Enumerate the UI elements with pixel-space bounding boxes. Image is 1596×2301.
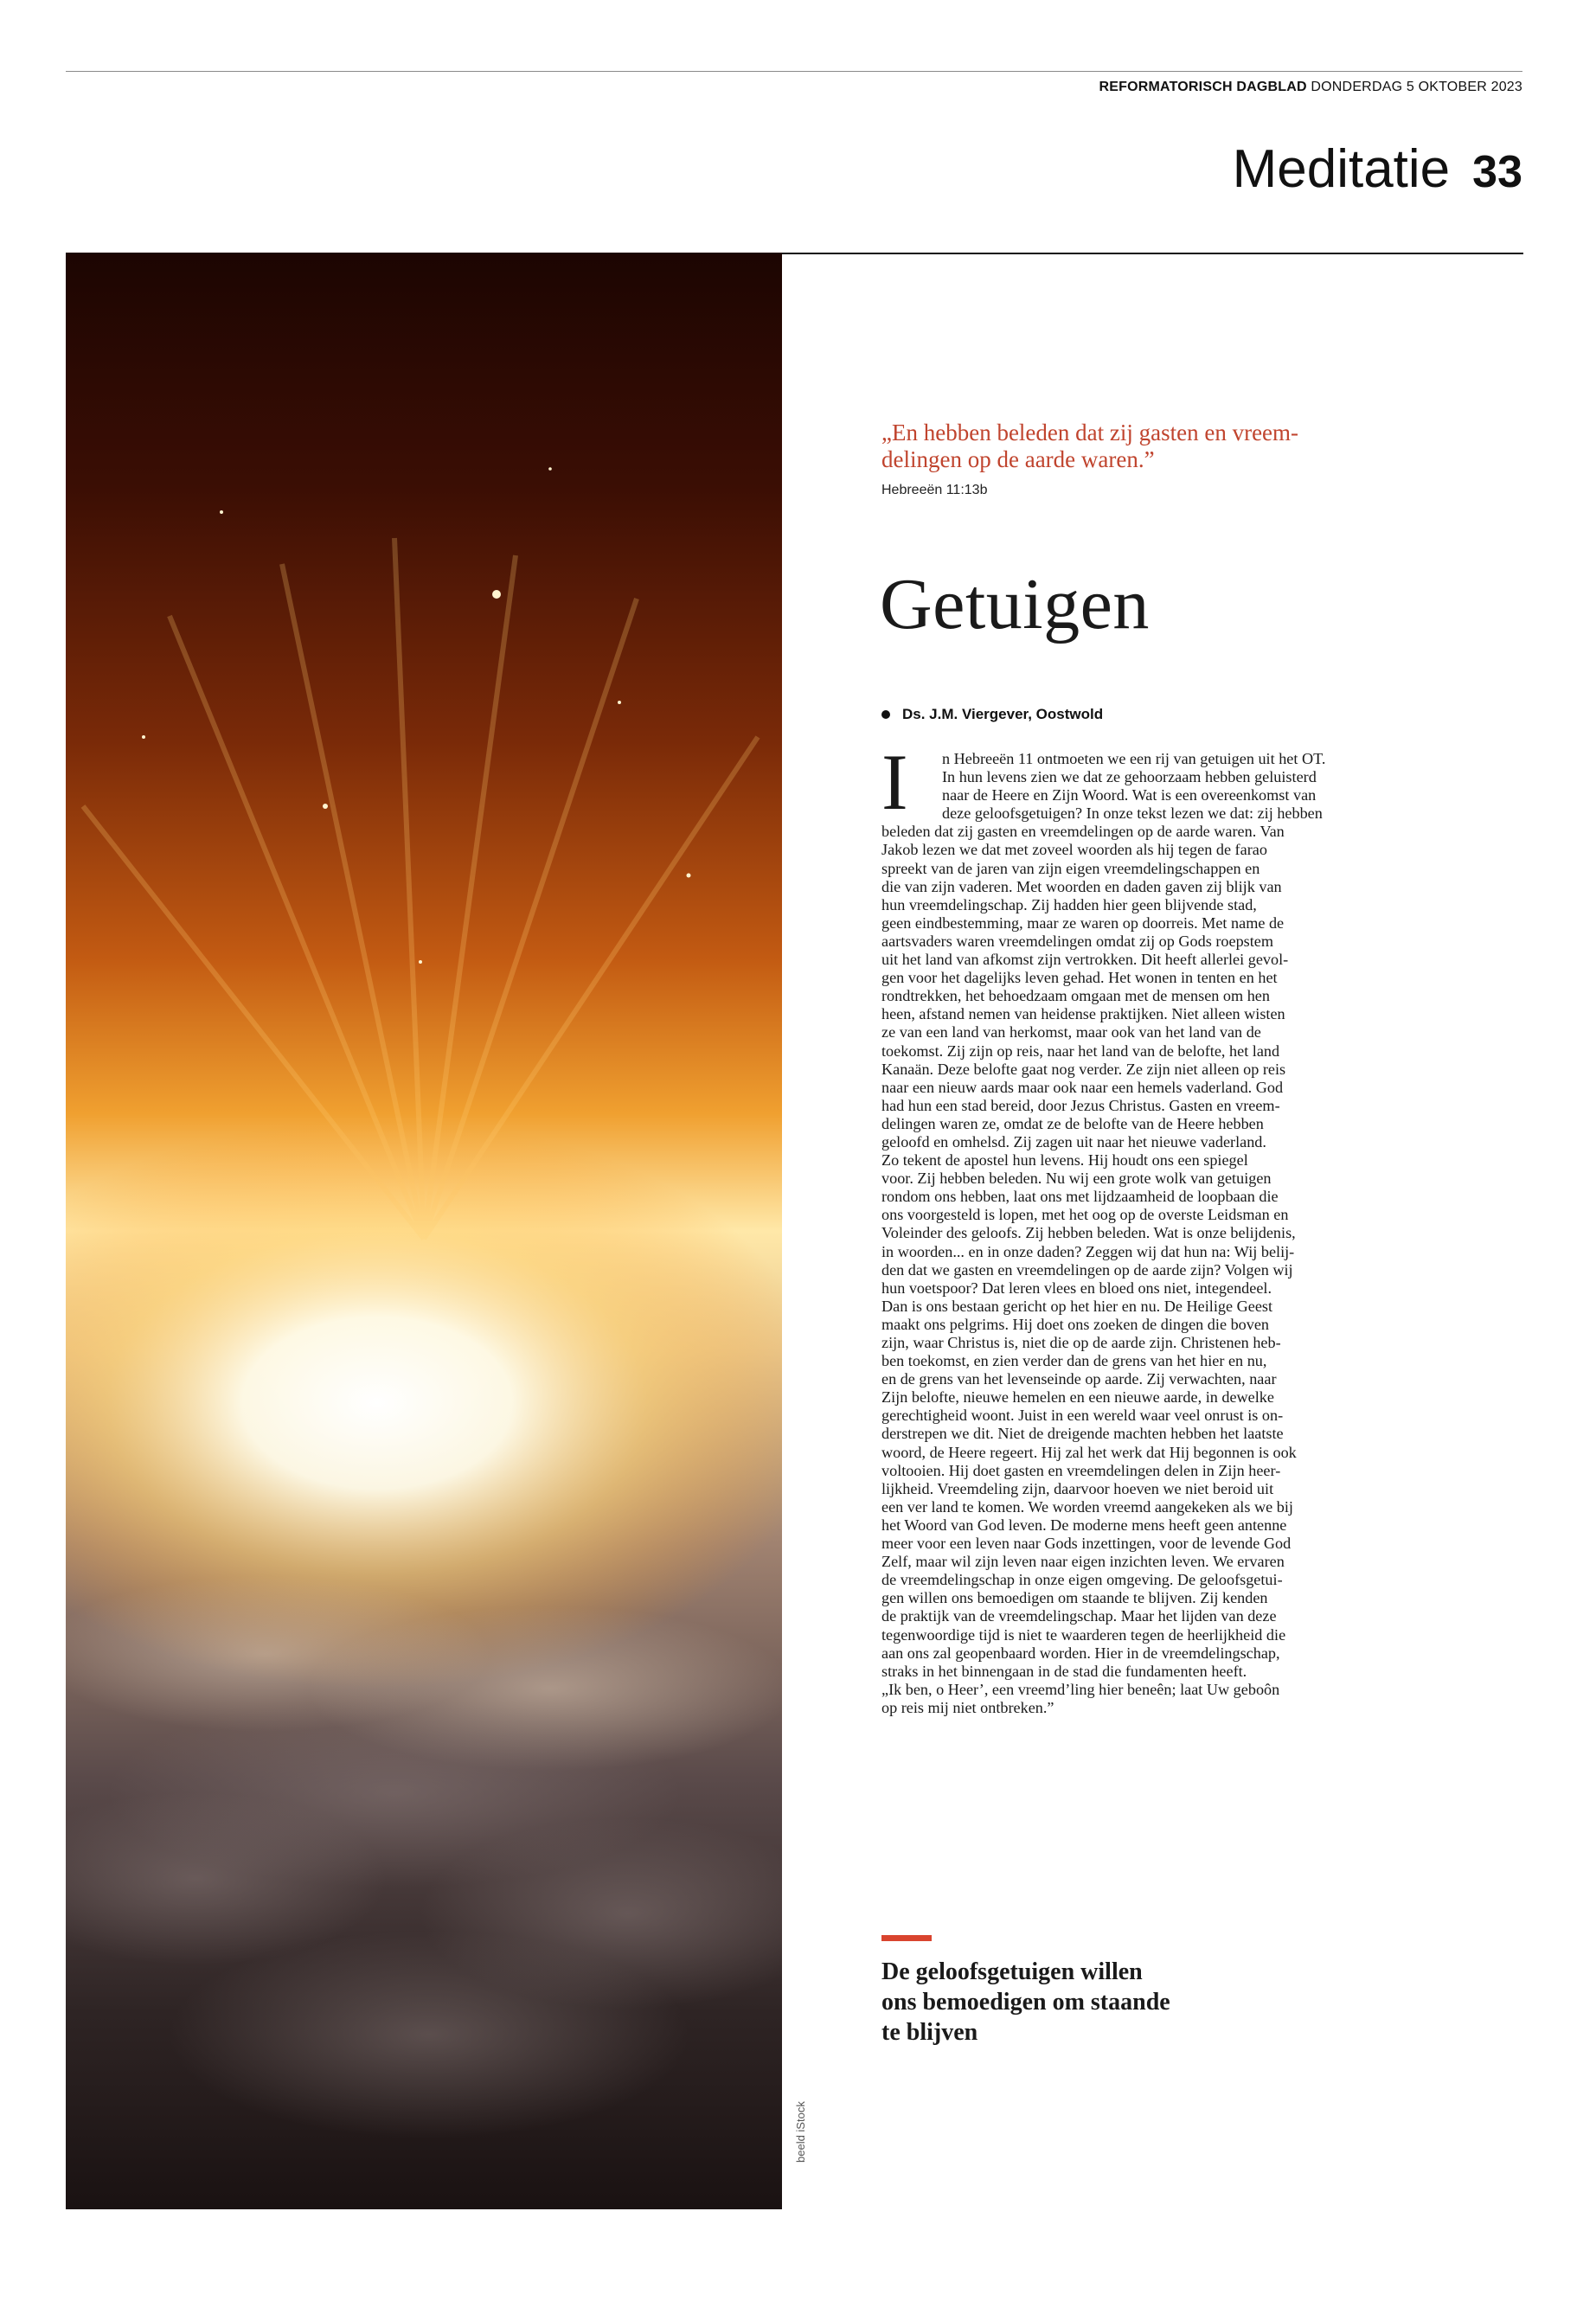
body-line: gen willen ons bemoedigen om staande te blijven. Zij kenden	[881, 1589, 1268, 1607]
drop-cap: I	[881, 738, 908, 826]
body-line: tegenwoordige tijd is niet te waarderen tegen de heerlijkheid die	[881, 1625, 1286, 1644]
author-name: Ds. J.M. Viergever, Oostwold	[902, 706, 1104, 722]
body-line: ben toekomst, en zien verder dan de grens van het hier en nu,	[881, 1352, 1267, 1370]
body-line: Jakob lezen we dat met zoveel woorden als hij tegen de farao	[881, 841, 1267, 859]
body-line: beleden dat zij gasten en vreemdelingen op de aarde waren. Van	[881, 823, 1285, 841]
page-number: 33	[1472, 147, 1522, 197]
body-line: de vreemdelingschap in onze eigen omgeving. De geloofsgetui-	[881, 1571, 1283, 1589]
body-line: naar de Heere en Zijn Woord. Wat is een overeenkomst van	[942, 786, 1317, 804]
body-line: op reis mij niet ontbreken.”	[881, 1698, 1054, 1716]
body-line: geloofd en omhelsd. Zij zagen uit naar het nieuwe vaderland.	[881, 1132, 1266, 1150]
body-line: spreekt van de jaren van zijn eigen vreemdelingschappen en	[881, 859, 1260, 877]
body-line: geen eindbestemming, maar ze waren op doorreis. Met name de	[881, 913, 1285, 932]
body-line: voor. Zij hebben beleden. Nu wij een grote wolk van getuigen	[881, 1170, 1272, 1188]
newspaper-name: REFORMATORISCH DAGBLAD	[1099, 80, 1307, 94]
article-body	[881, 750, 1372, 1717]
body-line: deze geloofsgetuigen? In onze tekst lezen we dat: zij hebben	[942, 804, 1323, 823]
pull-quote-line: ons bemoedigen om staande	[881, 1989, 1170, 2016]
pull-quote-line: te blijven	[881, 2019, 978, 2046]
body-line: In hun levens zien we dat ze gehoorzaam hebben geluisterd	[942, 768, 1317, 786]
body-line: heen, afstand nemen van heidense praktijken. Niet alleen wisten	[881, 1005, 1285, 1023]
masthead	[1099, 80, 1523, 95]
quote-line: delingen op de aarde waren.”	[881, 446, 1155, 472]
byline	[881, 706, 1103, 723]
body-line: meer voor een leven naar Gods inzettingen, voor de levende God	[881, 1535, 1292, 1553]
body-line: aartsvaders waren vreemdelingen omdat zij op Gods roepstem	[881, 932, 1274, 950]
body-line: Zo tekent de apostel hun levens. Hij houdt ons een spiegel	[881, 1151, 1248, 1170]
quote-line: „En hebben beleden dat zij gasten en vreem-	[881, 420, 1299, 445]
body-line: ze van een land van herkomst, maar ook van het land van de	[881, 1023, 1261, 1042]
body-line: toekomst. Zij zijn op reis, naar het land van de belofte, het land	[881, 1042, 1280, 1060]
section-title: Meditatie	[1232, 139, 1451, 199]
body-line: naar een nieuw aards maar ook naar een hemels vaderland. God	[881, 1078, 1284, 1096]
body-line: delingen waren ze, omdat ze de belofte van de Heere hebben	[881, 1114, 1264, 1132]
body-line: een ver land te komen. We worden vreemd aangekeken als we bij	[881, 1497, 1293, 1516]
body-line: hun voetspoor? Dat leren vlees en bloed ons niet, integendeel.	[881, 1279, 1272, 1297]
body-line: woord, de Heere regeert. Hij zal het werk dat Hij begonnen is ook	[881, 1443, 1297, 1461]
body-line: het Woord van God leven. De moderne mens heeft geen antenne	[881, 1516, 1287, 1534]
body-line: in woorden... en in onze daden? Zeggen wij dat hun na: Wij belij-	[881, 1242, 1295, 1260]
body-line: rondom ons hebben, laat ons met lijdzaamheid de loopbaan die	[881, 1188, 1279, 1206]
body-line: Kanaän. Deze belofte gaat nog verder. Ze zijn niet alleen op reis	[881, 1060, 1286, 1078]
body-line: gen voor het dagelijks leven gehad. Het wonen in tenten en het	[881, 969, 1278, 987]
section-header	[1233, 138, 1522, 200]
body-line: de praktijk van de vreemdelingschap. Maar het lijden van deze	[881, 1607, 1277, 1625]
body-line: den dat we gasten en vreemdelingen op de aarde zijn? Volgen wij	[881, 1260, 1293, 1279]
pull-quote-accent	[881, 1935, 932, 1941]
body-line: voltooien. Hij doet gasten en vreemdelingen delen in Zijn heer-	[881, 1461, 1281, 1479]
sunrise-over-clouds-image	[66, 253, 782, 2209]
body-line: Voleinder des geloofs. Zij hebben beleden. Wat is onze belijdenis,	[881, 1224, 1296, 1242]
body-line: gerechtigheid woont. Juist in een wereld waar veel onrust is on-	[881, 1407, 1284, 1425]
body-line: uit het land van afkomst zijn vertrokken. Dit heeft allerlei gevol-	[881, 951, 1289, 969]
body-line: rondtrekken, het behoedzaam omgaan met de mensen om hen	[881, 987, 1270, 1005]
body-line: Zijn belofte, nieuwe hemelen en een nieuwe aarde, in dewelke	[881, 1388, 1274, 1407]
body-line: die van zijn vaderen. Met woorden en daden gaven zij blijk van	[881, 877, 1282, 895]
body-line: straks in het binnengaan in de stad die fundamenten heeft.	[881, 1662, 1247, 1680]
photo-credit: beeld iStock	[794, 2101, 807, 2163]
content-rule	[782, 253, 1523, 254]
body-line: en de grens van het levenseinde op aarde. Zij verwachten, naar	[881, 1370, 1277, 1388]
body-line: lijkheid. Vreemdeling zijn, daarvoor hoeven we niet beroid uit	[881, 1479, 1274, 1497]
body-line: zijn, waar Christus is, niet die op de aarde zijn. Christenen heb-	[881, 1334, 1281, 1351]
body-line: „Ik ben, o Heer’, een vreemd’ling hier beneên; laat Uw geboôn	[881, 1680, 1280, 1698]
body-line: n Hebreeën 11 ontmoeten we een rij van getuigen uit het OT.	[942, 750, 1326, 767]
article-headline: Getuigen	[880, 564, 1150, 644]
body-line: hun vreemdelingschap. Zij hadden hier geen blijvende stad,	[881, 895, 1257, 913]
body-line: Dan is ons bestaan gericht op het hier en nu. De Heilige Geest	[881, 1297, 1273, 1315]
pull-quote	[881, 1957, 1245, 2048]
body-line: aan ons zal geopenbaard worden. Hier in de vreemdelingschap,	[881, 1644, 1280, 1662]
body-line: ons voorgesteld is lopen, met het oog op de overste Leidsman en	[881, 1206, 1289, 1224]
issue-date: DONDERDAG 5 OKTOBER 2023	[1311, 80, 1522, 94]
bullet-icon	[881, 710, 890, 719]
body-line: had hun een stad bereid, door Jezus Christus. Gasten en vreem-	[881, 1096, 1280, 1114]
scripture-quote	[881, 420, 1383, 473]
header-rule	[66, 71, 1522, 72]
body-line: maakt ons pelgrims. Hij doet ons zoeken de dingen die boven	[881, 1315, 1270, 1333]
body-line: Zelf, maar wil zijn leven naar eigen inzichten leven. We ervaren	[881, 1553, 1285, 1571]
body-line: derstrepen we dit. Niet de dreigende machten hebben het laatste	[881, 1425, 1284, 1443]
pull-quote-line: De geloofsgetuigen willen	[881, 1958, 1143, 1985]
scripture-reference: Hebreeën 11:13b	[881, 483, 988, 497]
